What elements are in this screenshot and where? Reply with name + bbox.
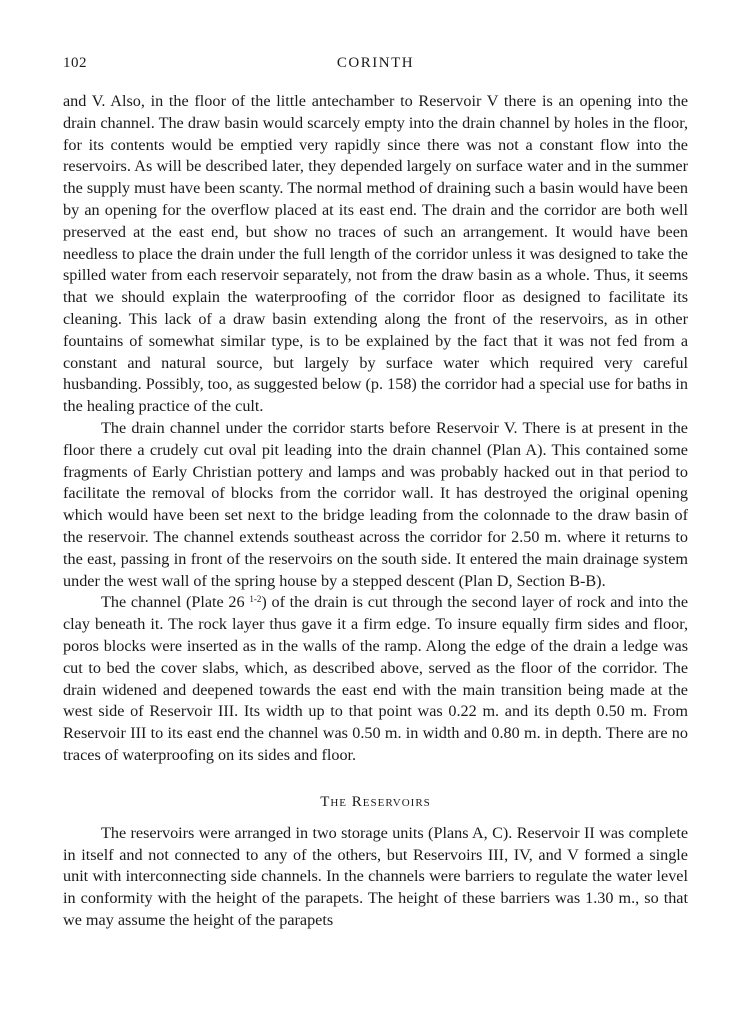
page-number: 102 — [63, 55, 87, 71]
paragraph-drain-channel: The drain channel under the corridor starts before Reservoir V. There is at present in the floor there a crudely cut oval pit leading into the drain channel (Plan A). This contained some fragments of Early Christian pottery and lamps and was probably hacked out in that period to facilitate the removal of blocks from the corridor wall. It has destroyed the original opening which would have been set next to the bridge leading from the colonnade to the draw basin of the reservoir. The channel extends southeast across the corridor for 2.50 m. where it returns to the east, passing in front of the reservoirs on the south side. It entered the main drainage system under the west wall of the spring house by a stepped descent (Plan D, Section B-B). — [63, 418, 688, 590]
paragraph-continued: and V. Also, in the floor of the little antechamber to Reservoir V there is an opening into the drain channel. The draw basin would scarcely empty into the drain channel by holes in the floor, for its contents would be emptied very rapidly since there was not a constant flow into the reservoirs. As will be described later, they depended largely on surface water and in the summer the supply must have been scanty. The normal method of draining such a basin would have been by an opening for the overflow placed at its east end. The drain and the corridor are both well preserved at the east end, but show no traces of such an arrangement. It would have been needless to place the drain under the full length of the corridor unless it was designed to take the spilled water from each reservoir separately, not from the draw basin as a whole. Thus, it seems that we should explain the waterproofing of the corridor floor as designed to facilitate its cleaning. This lack of a draw basin extending along the front of the reservoirs, as in other fountains of somewhat similar type, is to be explained by the fact that it was not fed from a constant and natural source, but largely by surface water which required very careful husbanding. Possibly, too, as suggested below (p. 158) the corridor had a special use for baths in the healing practice of the cult. — [63, 92, 688, 416]
paragraph-channel-text-start: The channel (Plate 26 — [101, 593, 250, 612]
paragraph-channel-construction — [63, 592, 688, 766]
section-heading: The Reservoirs — [320, 793, 431, 810]
book-page — [63, 55, 688, 932]
body-text — [63, 91, 688, 932]
plate-reference-superscript: 1-2 — [249, 594, 262, 605]
paragraph-reservoirs: The reservoirs were arranged in two storage units (Plans A, C). Reservoir II was complete in itself and not connected to any of the others, but Reservoirs III, IV, and V formed a single unit with interconnecting side channels. In the channels were barriers to regulate the water level in conformity with the height of the parapets. The height of these barriers was 1.30 m., so that we may assume the height of the parapets — [63, 823, 688, 929]
running-title: CORINTH — [336, 55, 415, 71]
paragraph-channel-text-end: ) of the drain is cut through the second layer of rock and into the clay beneath it. The rock layer thus gave it a firm edge. To insure equally firm sides and floor, poros blocks were inserted as in the walls of the ramp. Along the edge of the drain a ledge was cut to bed the cover slabs, which, as described above, served as the floor of the corridor. The drain widened and deepened towards the east end with the main transition being made at the west side of Reservoir III. Its width up to that point was 0.22 m. and its depth 0.50 m. From Reservoir III to its east end the channel was 0.50 m. in width and 0.80 m. in depth. There are no traces of waterproofing on its sides and floor. — [63, 593, 689, 764]
running-head — [63, 55, 688, 79]
